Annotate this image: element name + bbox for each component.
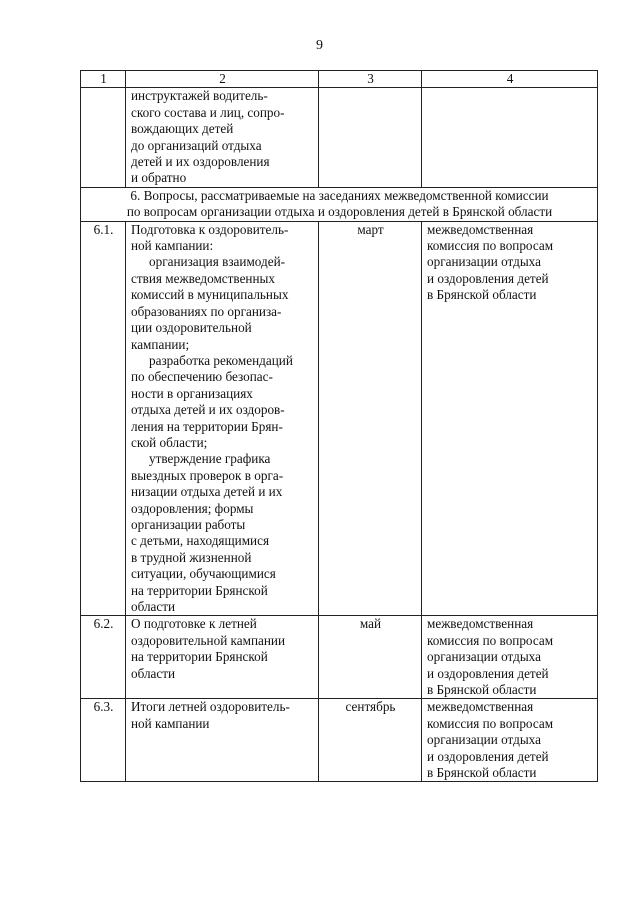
section-heading-row — [81, 187, 598, 221]
row-name-line: ной кампании: — [131, 238, 214, 254]
row-responsible-cell — [422, 699, 598, 782]
continuation-term-cell — [319, 88, 422, 187]
row-name-line: ной кампании — [131, 715, 210, 731]
row-name-line: оздоровления; формы — [131, 500, 254, 516]
continuation-name-line: и обратно — [131, 170, 187, 186]
row-name-line: отдыха детей и их оздоров- — [131, 402, 285, 418]
row-responsible-line: межведомственная — [427, 699, 534, 715]
table-row-6-2 — [81, 616, 598, 699]
table-row-6-3 — [81, 699, 598, 782]
row-name-line: низации отдыха детей и их — [131, 484, 283, 500]
row-number: 6.1. — [81, 221, 126, 616]
continuation-name-line: детей и их оздоровления — [131, 154, 270, 170]
continuation-name-line: инструктажей водитель- — [131, 88, 268, 104]
section-heading — [81, 187, 598, 221]
row-name-line: выездных проверок в орга- — [131, 467, 284, 483]
table-header-row — [81, 71, 598, 88]
row-name-line: по обеспечению безопас- — [131, 369, 273, 385]
row-name-line: организации работы — [131, 516, 246, 532]
row-responsible-line: организации отдыха — [427, 732, 541, 748]
row-name-cell — [126, 699, 319, 782]
row-name-line: с детьми, находящимися — [131, 533, 270, 549]
continuation-row — [81, 88, 598, 187]
row-responsible-line: межведомственная — [427, 616, 534, 632]
header-cell-3: 3 — [319, 71, 422, 88]
row-term: март — [319, 221, 422, 616]
row-term: сентябрь — [319, 699, 422, 782]
row-name-line: оздоровительной кампании — [131, 632, 286, 648]
row-responsible-line: межведомственная — [427, 221, 534, 237]
row-responsible-line: в Брянской области — [427, 765, 537, 781]
row-name-cell — [126, 616, 319, 699]
row-name-line: ситуации, обучающимися — [131, 566, 276, 582]
row-name-line: организация взаимодей- — [149, 254, 286, 270]
row-responsible-line: и оздоровления детей — [427, 665, 549, 681]
row-responsible-cell — [422, 616, 598, 699]
row-responsible-line: и оздоровления детей — [427, 748, 549, 764]
row-term: май — [319, 616, 422, 699]
row-responsible-line: и оздоровления детей — [427, 270, 549, 286]
continuation-name-line: до организаций отдыха — [131, 137, 262, 153]
row-name-line: области — [131, 599, 176, 614]
row-name-line: О подготовке к летней — [131, 616, 257, 632]
header-cell-4: 4 — [422, 71, 598, 88]
row-name-line: ности в организациях — [131, 385, 253, 401]
row-responsible-line: комиссия по вопросам — [427, 238, 554, 254]
continuation-name-cell — [126, 88, 319, 187]
row-number: 6.2. — [81, 616, 126, 699]
row-responsible-line: комиссия по вопросам — [427, 715, 554, 731]
row-responsible-line: в Брянской области — [427, 287, 537, 303]
row-name-line: Итоги летней оздоровитель- — [131, 699, 290, 715]
row-name-cell — [126, 221, 319, 616]
row-responsible-line: организации отдыха — [427, 254, 541, 270]
row-name-line: области — [131, 665, 176, 681]
row-name-line: разработка рекомендаций — [149, 352, 293, 368]
continuation-number-cell — [81, 88, 126, 187]
table-row-6-1 — [81, 221, 598, 616]
row-name-line: образованиях по организа- — [131, 303, 282, 319]
section-heading-line: по вопросам организации отдыха и оздоровления детей в Брянской области — [126, 204, 553, 220]
continuation-name-line: вождающих детей — [131, 121, 234, 137]
page-number: 9 — [316, 38, 323, 53]
header-cell-1: 1 — [81, 71, 126, 88]
row-responsible-cell — [422, 221, 598, 616]
row-name-line: ской области; — [131, 434, 208, 450]
row-name-line: кампании; — [131, 336, 190, 352]
row-responsible-line: в Брянской области — [427, 682, 537, 698]
row-responsible-line: комиссия по вопросам — [427, 632, 554, 648]
row-number: 6.3. — [81, 699, 126, 782]
row-responsible-line: организации отдыха — [427, 649, 541, 665]
continuation-responsible-cell — [422, 88, 598, 187]
section-heading-line: 6. Вопросы, рассматриваемые на заседаниях межведомственной комиссии — [130, 187, 549, 203]
row-name-line: на территории Брянской — [131, 582, 268, 598]
header-cell-2: 2 — [126, 71, 319, 88]
row-name-line: ления на территории Брян- — [131, 418, 283, 434]
continuation-name-line: ского состава и лиц, сопро- — [131, 104, 285, 120]
row-name-line: в трудной жизненной — [131, 549, 252, 565]
row-name-line: утверждение графика — [149, 451, 271, 467]
row-name-line: ции оздоровительной — [131, 320, 252, 336]
plan-table — [80, 70, 598, 782]
row-name-line: ствия межведомственных — [131, 270, 275, 286]
row-name-line: комиссий в муниципальных — [131, 287, 289, 303]
row-name-line: на территории Брянской — [131, 649, 268, 665]
row-name-line: Подготовка к оздоровитель- — [131, 221, 289, 237]
